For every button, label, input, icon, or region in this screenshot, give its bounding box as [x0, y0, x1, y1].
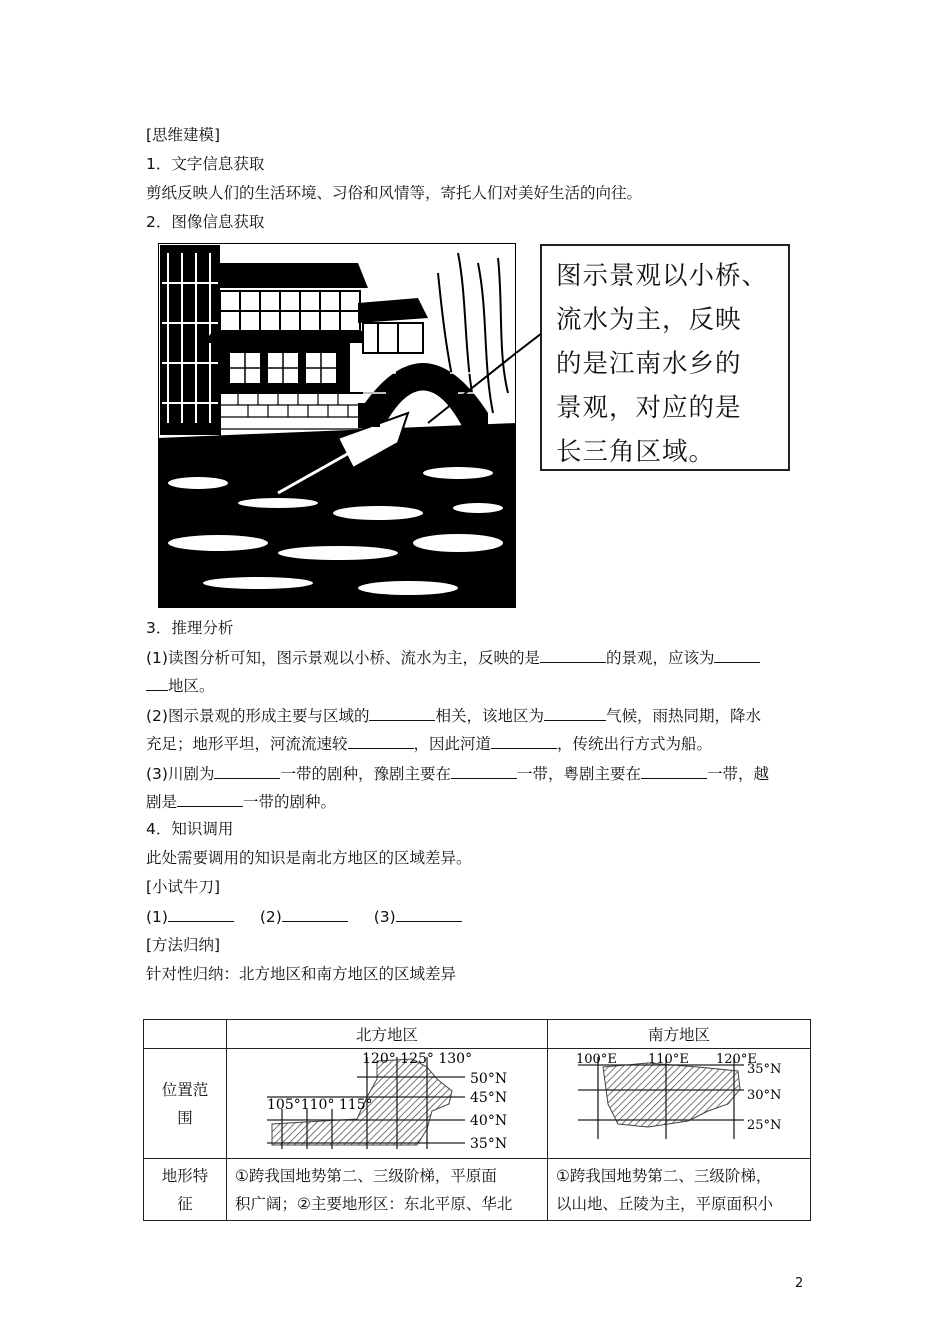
south-map-lat-30: 30°N — [747, 1088, 782, 1103]
south-location-map-cell — [548, 1049, 811, 1159]
callout-leader-line — [516, 300, 542, 360]
annotation-line-4: 景观，对应的是 — [556, 393, 742, 423]
blank[interactable] — [540, 646, 606, 663]
row-label-location: 位置范 围 — [144, 1049, 227, 1159]
method-heading: [方法归纳] — [146, 936, 221, 954]
thinking-model-heading: [思维建模] — [146, 126, 221, 144]
north-location-map-cell — [227, 1049, 548, 1159]
blank[interactable] — [177, 790, 243, 807]
section-1-title: 1．文字信息获取 — [146, 155, 265, 173]
south-map-lon-110: 110°E — [648, 1052, 689, 1067]
blank[interactable] — [369, 704, 435, 721]
south-map-lat-35: 35°N — [747, 1062, 782, 1077]
north-terrain-cell: ①跨我国地势第二、三级阶梯，平原面 积广阔；②主要地形区：东北平原、华北 — [227, 1159, 548, 1221]
north-south-comparison-table — [143, 1019, 811, 1221]
section-3-title: 3．推理分析 — [146, 619, 234, 637]
table-row-terrain — [144, 1159, 811, 1221]
south-map-lat-25: 25°N — [747, 1118, 782, 1133]
row-label-terrain: 地形特 征 — [144, 1159, 227, 1221]
answer-blank-1[interactable] — [168, 905, 234, 922]
blank[interactable] — [714, 646, 760, 663]
annotation-line-1: 图示景观以小桥、 — [556, 261, 769, 291]
north-map-lat-45: 45°N — [470, 1090, 508, 1106]
south-map-lon-100: 100°E — [576, 1052, 617, 1067]
blank[interactable] — [214, 762, 280, 779]
table-header-south: 南方地区 — [548, 1020, 811, 1049]
blank[interactable] — [641, 762, 707, 779]
answer-blank-2[interactable] — [282, 905, 348, 922]
annotation-line-2: 流水为主，反映 — [556, 305, 742, 335]
image-annotation-box — [540, 244, 790, 471]
question-3: (3)川剧为 一带的剧种，豫剧主要在 一带，粤剧主要在 一带，越 剧是 一带的剧种。 — [146, 760, 806, 816]
north-region-map — [227, 1049, 545, 1154]
blank[interactable] — [348, 732, 414, 749]
table-row-location — [144, 1049, 811, 1159]
blank[interactable] — [451, 762, 517, 779]
north-map-top-longitudes: 120° 125° 130° — [362, 1051, 473, 1067]
try-it-answers: (1) (2) (3) — [146, 905, 462, 928]
table-header-row — [144, 1020, 811, 1049]
annotation-line-3: 的是江南水乡的 — [556, 349, 742, 379]
table-header-blank — [144, 1020, 227, 1049]
blank[interactable] — [544, 704, 606, 721]
question-1: (1)读图分析可知，图示景观以小桥、流水为主，反映的是 的景观，应该为 地区。 — [146, 644, 806, 700]
north-map-mid-longitudes: 105°110° 115° — [267, 1097, 373, 1113]
method-text: 针对性归纳：北方地区和南方地区的区域差异 — [146, 965, 457, 983]
north-map-lat-35: 35°N — [470, 1136, 508, 1152]
answer-blank-3[interactable] — [396, 905, 462, 922]
annotation-line-5: 长三角区域。 — [556, 437, 716, 467]
south-terrain-cell: ①跨我国地势第二、三级阶梯， 以山地、丘陵为主，平原面积小 — [548, 1159, 811, 1221]
table-header-north: 北方地区 — [227, 1020, 548, 1049]
section-4-text: 此处需要调用的知识是南北方地区的区域差异。 — [146, 849, 472, 867]
page-number: 2 — [795, 1276, 804, 1291]
section-4-title: 4．知识调用 — [146, 820, 234, 838]
blank[interactable] — [146, 674, 168, 691]
section-1-text: 剪纸反映人们的生活环境、习俗和风情等，寄托人们对美好生活的向往。 — [146, 184, 643, 202]
north-map-lat-40: 40°N — [470, 1113, 508, 1129]
south-region-map — [548, 1049, 808, 1154]
south-map-lon-120: 120°E — [716, 1052, 757, 1067]
try-it-heading: [小试牛刀] — [146, 878, 221, 896]
paper-cut-water-town-image — [158, 243, 516, 608]
north-map-lat-50: 50°N — [470, 1071, 508, 1087]
blank[interactable] — [491, 732, 557, 749]
section-2-title: 2．图像信息获取 — [146, 213, 265, 231]
question-2: (2)图示景观的形成主要与区域的 相关，该地区为 气候，雨热同期，降水 充足；地形平坦，河流流速较 ，因此河道 ，传统出行方式为船。 — [146, 702, 806, 758]
